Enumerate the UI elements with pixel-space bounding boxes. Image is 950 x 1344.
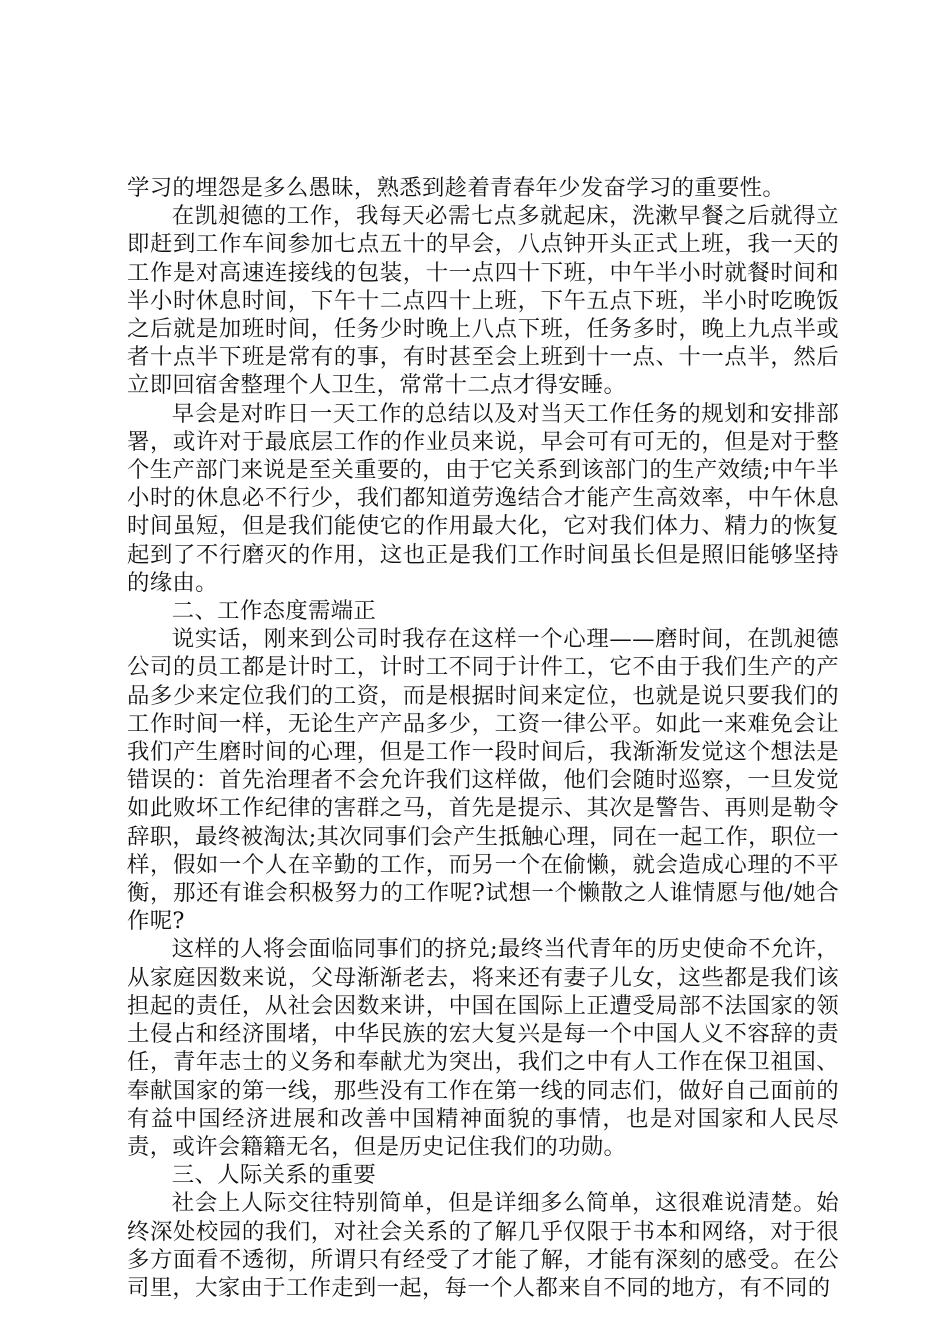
paragraph: 这样的人将会面临同事们的挤兑;最终当代青年的历史使命不允许，从家庭因数来说，父母渐渐老去，将来还有妻子儿女，这些都是我们该担起的责任，从社会因数来讲，中国在国际上正遭受局部不法国家的领土侵占和经济围堵，中华民族的宏大复兴是每一个中国人义不容辞的责任，青年志士的义务和奉献尤为突出，我们之中有人工作在保卫祖国、奉献国家的第一线，那些没有工作在第一线的同志们，做好自己面前的有益中国经济进展和改善中国精神面貌的事情，也是对国家和人民尽责，或许会籍籍无名，但是历史记住我们的功勋。 <box>127 936 839 1160</box>
section-heading: 三、人际关系的重要 <box>171 1162 377 1189</box>
paragraph: 学习的埋怨是多么愚昧，熟悉到趁着青春年少发奋学习的重要性。 <box>127 175 786 201</box>
paragraph: 早会是对昨日一天工作的总结以及对当天工作任务的规划和安排部署，或许对于最底层工作的作业员来说，早会可有可无的，但是对于整个生产部门来说是至关重要的，由于它关系到该部门的生产效绩;中午半小时的休息必不行少，我们都知道劳逸结合才能产生高效率，中午休息时间虽短，但是我们能使它的作用最大化，它对我们体力、精力的恢复起到了不行磨灭的作用，这也正是我们工作时间虽长但是照旧能够坚持的缘由。 <box>127 400 839 596</box>
paragraph: 在凯昶德的工作，我每天必需七点多就起床，洗漱早餐之后就得立即赶到工作车间参加七点五十的早会，八点钟开头正式上班，我一天的工作是对高速连接线的包装，十一点四十下班，中午半小时就餐时间和半小时休息时间，下午十二点四十上班，下午五点下班，半小时吃晚饭之后就是加班时间，任务少时晚上八点下班，任务多时，晚上九点半或者十点半下班是常有的事，有时甚至会上班到十一点、十一点半，然后立即回宿舍整理个人卫生，常常十二点才得安睡。 <box>127 203 839 399</box>
document-body <box>127 174 839 1302</box>
paragraph: 说实话，刚来到公司时我存在这样一个心理——磨时间，在凯昶德公司的员工都是计时工，计时工不同于计件工，它不由于我们生产的产品多少来定位我们的工资，而是根据时间来定位，也就是说只要我们的工作时间一样，无论生产产品多少，工资一律公平。如此一来难免会让我们产生磨时间的心理，但是工作一段时间后，我渐渐发觉这个想法是错误的：首先治理者不会允许我们这样做，他们会随时巡察，一旦发觉如此败坏工作纪律的害群之马，首先是提示、其次是警告、再则是勒令辞职，最终被淘汰;其次同事们会产生抵触心理，同在一起工作，职位一样，假如一个人在辛勤的工作，而另一个在偷懒，就会造成心理的不平衡，那还有谁会积极努力的工作呢?试想一个懒散之人谁情愿与他/她合作呢? <box>127 626 839 935</box>
paragraph: 社会上人际交往特别简单，但是详细多么简单，这很难说清楚。始终深处校园的我们，对社会关系的了解几乎仅限于书本和网络，对于很多方面看不透彻，所谓只有经受了才能了解，才能有深刻的感受。在公司里，大家由于工作走到一起，每一个人都来自不同的地方，有不同的 <box>127 1190 839 1301</box>
section-heading: 二、工作态度需端正 <box>171 598 377 625</box>
